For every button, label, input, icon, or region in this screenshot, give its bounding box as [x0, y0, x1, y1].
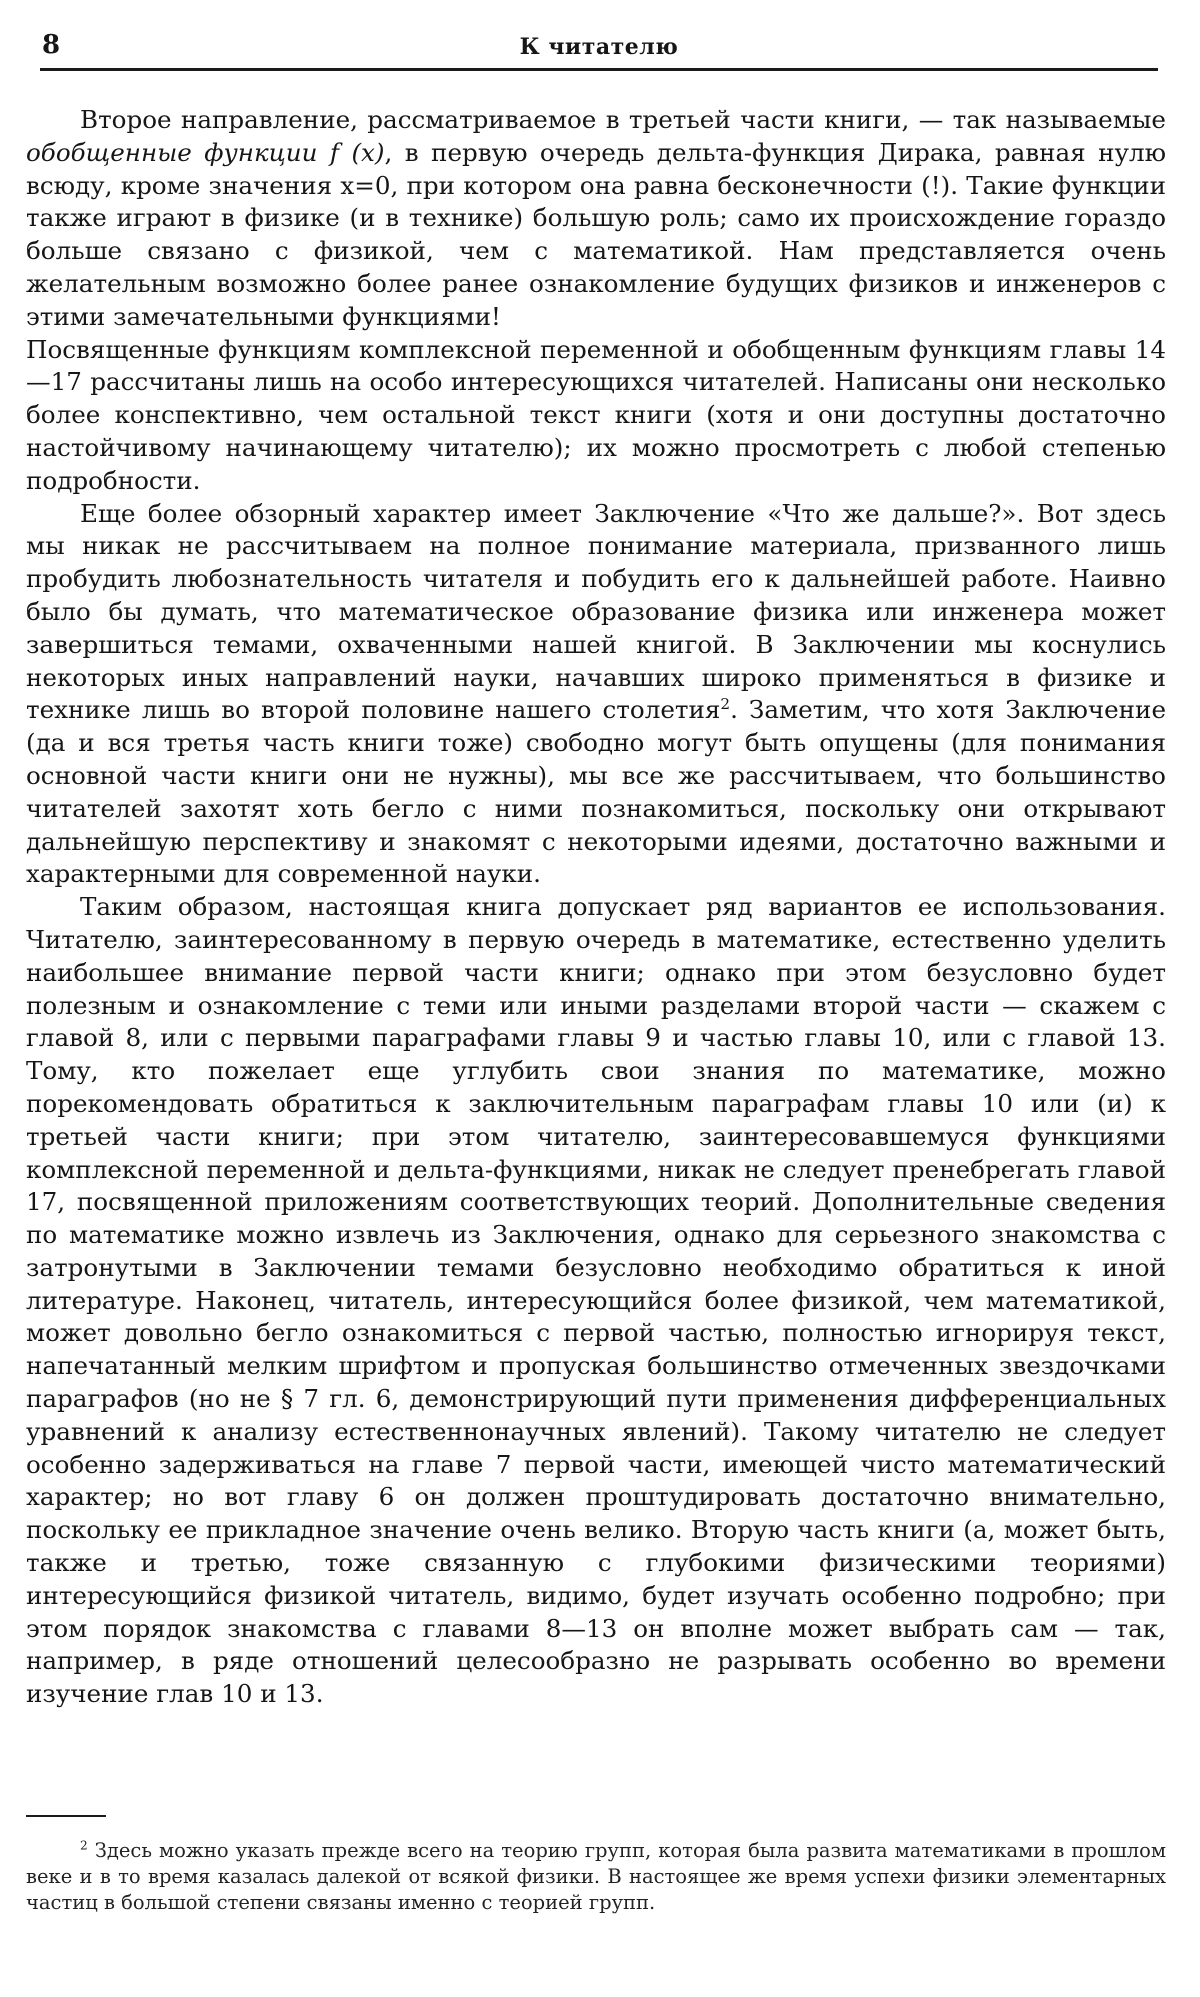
paragraph-directions: [26, 104, 1166, 334]
paragraph-text: Второе направление, рассматриваемое в третьей части книги, — так называемые: [80, 105, 1166, 134]
main-text: [26, 104, 1166, 1711]
footnote-divider: [26, 1815, 106, 1817]
page-header: [40, 26, 1158, 71]
footnote-text: Здесь можно указать прежде всего на теорию групп, которая была развита математиками в прошлом веке и в то время казалась далекой от всякой физики. В настоящее же время успехи физики элементарных частиц в большой степени связаны именно с теорией групп.: [26, 1839, 1166, 1914]
running-title: К читателю: [519, 34, 679, 60]
paragraph-chapters: [26, 334, 1166, 498]
footnote-reference[interactable]: 2: [720, 695, 731, 714]
paragraph-text: Таким образом, настоящая книга допускает ряд вариантов ее использования. Читателю, заинтересованному в первую очередь в математике, естественно уделить наибольшее внимание первой части книги; однако при этом безусловно будет полезным и ознакомление с теми или иными разделами второй части — скажем с главой 8, или с первыми параграфами главы 9 и частью главы 10, или с главой 13. Тому, кто пожелает еще углубить свои знания по математике, можно порекомендовать обратиться к заключительным параграфам главы 10 или (и) к третьей части книги; при этом читателю, заинтересовавшемуся функциями комплексной переменной и дельта-функциями, никак не следует пренебрегать главой 17, посвященной приложениям соответствующих теорий. Дополнительные сведения по математике можно извлечь из Заключения, однако для серьезного знакомства с затронутыми в Заключении темами безусловно необходимо обратиться к иной литературе. Наконец, читатель, интересующийся более физикой, чем математикой, может довольно бегло ознакомиться с первой частью, полностью игнорируя текст, напечатанный мелким шрифтом и пропуская большинство отмеченных звездочками параграфов (но не § 7 гл. 6, демонстрирующий пути применения дифференциальных уравнений к анализу естественнонаучных явлений). Такому читателю не следует особенно задерживаться на главе 7 первой части, имеющей чисто математический характер; но вот главу 6 он должен проштудировать достаточно внимательно, поскольку ее прикладное значение очень велико. Вторую часть книги (а, может быть, также и третью, тоже связанную с глубокими физическими теориями) интересующийся физикой читатель, видимо, будет изучать особенно подробно; при этом порядок знакомства с главами 8—13 он вполне может выбрать сам — так, например, в ряде отношений целесообразно не разрывать особенно во времени изучение глав 10 и 13.: [26, 892, 1166, 1709]
paragraph-text: . Заметим, что хотя Заключение (да и вся третья часть книги тоже) свободно могут быть опущены (для понимания основной части книги они не нужны), мы все же рассчитываем, что большинство читателей захотят хоть бегло с ними познакомиться, поскольку они открывают дальнейшую перспективу и знакомят с некоторыми идеями, достаточно важными и характерными для современной науки.: [26, 695, 1167, 889]
paragraph-text: , в первую очередь дельта-функция Дирака, равная нулю всюду, кроме значения x=0, при котором она равна бесконечности (!). Такие функции также играют в физике (и в технике) большую роль; само их происхождение гораздо больше связано с физикой, чем с математикой. Нам представляется очень желательным возможно более ранее ознакомление будущих физиков и инженеров с этими замечательными функциями!: [26, 137, 1166, 331]
paragraph-text: Еще более обзорный характер имеет Заключение «Что же дальше?». Вот здесь мы никак не рассчитываем на полное понимание материала, призванного лишь пробудить любознательность читателя и побудить его к дальнейшей работе. Наивно было бы думать, что математическое образование физика или инженера может завершиться темами, охваченными нашей книгой. В Заключении мы коснулись некоторых иных направлений науки, начавших широко применяться в физике и технике лишь во второй половине нашего столетия: [26, 498, 1166, 725]
footnote: [26, 1838, 1166, 1916]
emphasized-term: обобщенные функции f (x): [26, 137, 385, 167]
paragraph-text: Посвященные функциям комплексной переменной и обобщенным функциям главы 14—17 рассчитаны лишь на особо интересующихся читателей. Написаны они несколько более конспективно, чем остальной текст книги (хотя и они доступны достаточно настойчивому начинающему читателю); их можно просмотреть с любой степенью подробности.: [26, 334, 1166, 495]
paragraph-usage: [26, 891, 1166, 1711]
page-number: 8: [42, 30, 61, 60]
footnote-marker: 2: [80, 1838, 88, 1853]
paragraph-conclusion: [26, 498, 1166, 892]
